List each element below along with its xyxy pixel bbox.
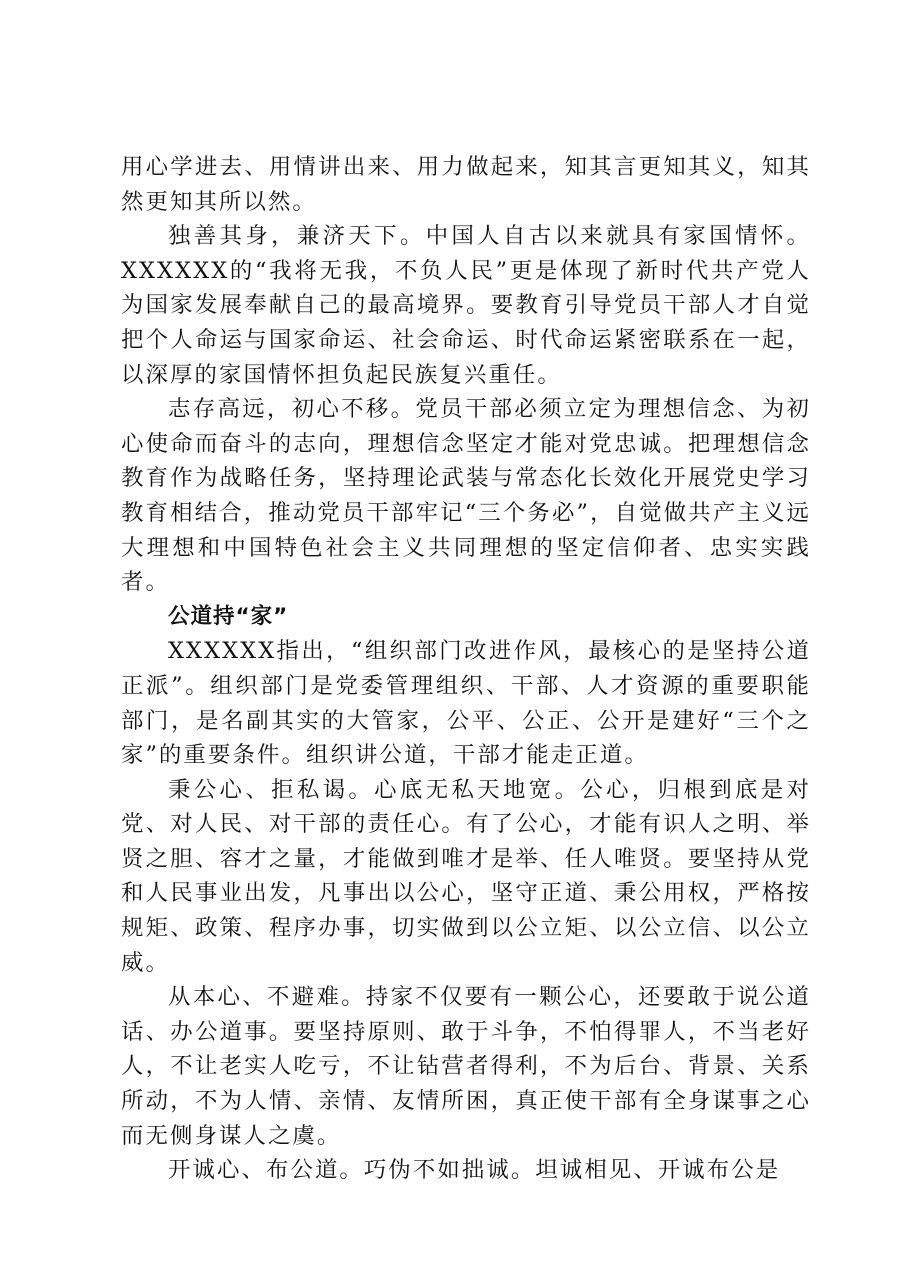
paragraph-sincerity: 开诚心、布公道。巧伪不如拙诚。坦诚相见、开诚布公是: [168, 1157, 781, 1184]
paragraph-original-heart: 从本心、不避难。持家不仅要有一颗公心，还要敢于说公道话、办公道事。要坚持原则、敢于斗争，不怕得罪人，不当老好人，不让老实人吃亏，不让钻营者得利，不为后台、背景、关系所动，不为人情、亲情、友情所困，真正使干部有全身谋事之心而无侧身谋人之虞。: [121, 984, 811, 1149]
document-body: [121, 150, 811, 1188]
paragraph-family-country: 独善其身，兼济天下。中国人自古以来就具有家国情怀。XXXXXX的“我将无我，不负人民”更是体现了新时代共产党人为国家发展奉献自己的最高境界。要教育引导党员干部人才自觉把个人命运与国家命运、社会命运、时代命运紧密联系在一起，以深厚的家国情怀担负起民族复兴重任。: [121, 223, 811, 388]
section-heading: 公道持“家”: [168, 603, 289, 629]
paragraph-continuation: 用心学进去、用情讲出来、用力做起来，知其言更知其义，知其然更知其所以然。: [121, 154, 811, 215]
paragraph-fairness-intro: XXXXXX指出，“组织部门改进作风，最核心的是坚持公道正派”。组织部门是党委管理组织、干部、人才资源的重要职能部门，是名副其实的大管家，公平、公正、公开是建好“三个之家”的重要条件。组织讲公道，干部才能走正道。: [121, 638, 811, 769]
paragraph-ambition: 志存高远，初心不移。党员干部必须立定为理想信念、为初心使命而奋斗的志向，理想信念坚定才能对党忠诚。把理想信念教育作为战略任务，坚持理论武装与常态化长效化开展党史学习教育相结合，推动党员干部牢记“三个务必”，自觉做共产主义远大理想和中国特色社会主义共同理想的坚定信仰者、忠实实践者。: [121, 396, 811, 596]
paragraph-public-heart: 秉公心、拒私谒。心底无私天地宽。公心，归根到底是对党、对人民、对干部的责任心。有了公心，才能有识人之明、举贤之胆、容才之量，才能做到唯才是举、任人唯贤。要坚持从党和人民事业出发，凡事出以公心，坚守正道、秉公用权，严格按规矩、政策、程序办事，切实做到以公立矩、以公立信、以公立威。: [121, 776, 811, 976]
